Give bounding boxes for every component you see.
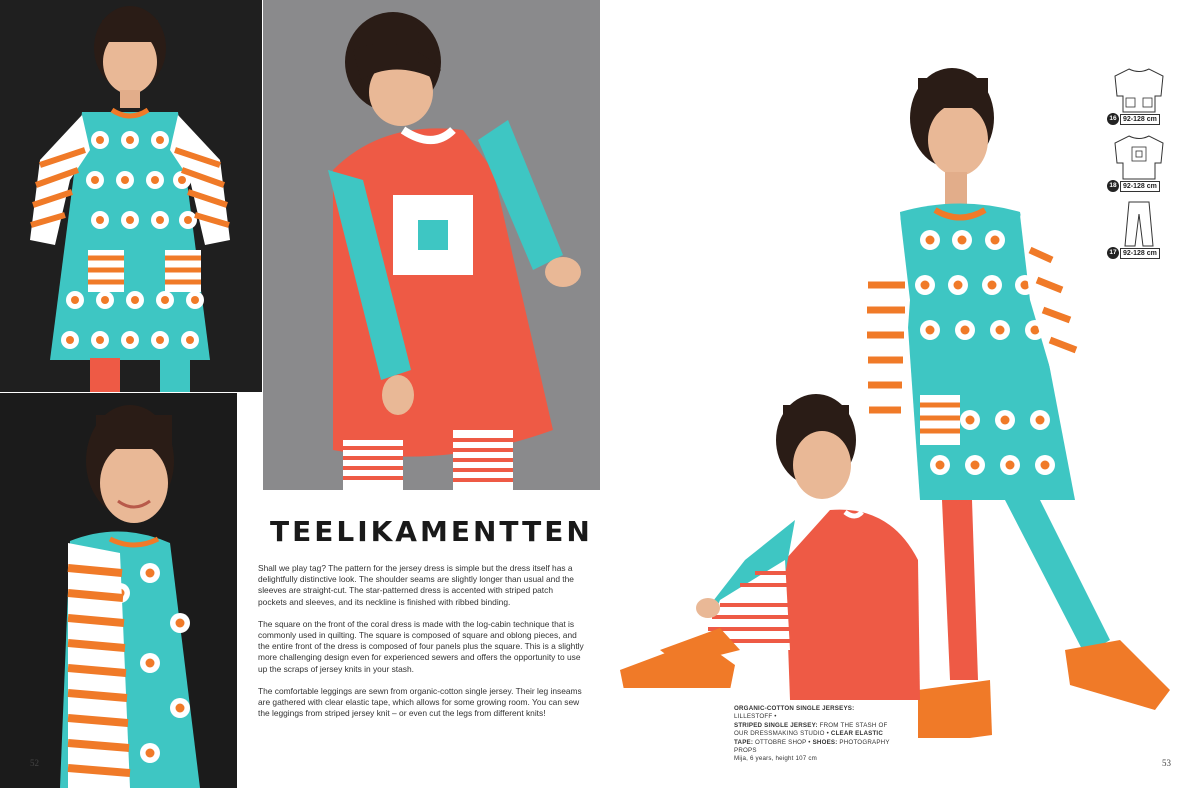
pattern-item bbox=[1105, 200, 1173, 267]
photo-star-dress-smile bbox=[0, 393, 237, 788]
article-paragraph-3: The comfortable leggings are sewn from organic-cotton single jersey. Their leg inseams are gathered with clear elastic tape, which allows for some growing room. You can sew the leggings from striped jersey knit – or even cut the legs from different knits! bbox=[258, 685, 582, 719]
pattern-item bbox=[1105, 133, 1173, 200]
pattern-number: 16 bbox=[1107, 113, 1119, 125]
size-range: 92-128 cm bbox=[1120, 181, 1160, 192]
photo-star-dress-front bbox=[0, 0, 262, 392]
right-page bbox=[600, 0, 1200, 788]
credit-value: OTTOBRE SHOP • bbox=[753, 738, 811, 746]
dress-square-icon bbox=[1113, 133, 1165, 181]
size-tag bbox=[1107, 180, 1160, 192]
credit-label: SHOES: bbox=[812, 738, 838, 746]
size-tag bbox=[1107, 113, 1160, 125]
credit-value: LILLESTOFF • bbox=[734, 713, 777, 721]
article-paragraph-2: The square on the front of the coral dress is made with the log-cabin technique that is commonly used in quilting. The square is composed of square and oblong pieces, and the entire front of the dress is composed of four panels plus the square. This is a slightly more challenging design even for experienced sewers and offers the opportunity to use up the scraps of jersey knits in your stash. bbox=[258, 618, 584, 674]
left-page bbox=[0, 0, 600, 788]
pattern-item bbox=[1105, 66, 1173, 133]
pattern-number: 18 bbox=[1107, 180, 1119, 192]
pattern-number: 17 bbox=[1107, 247, 1119, 259]
credit-label: ORGANIC-COTTON SINGLE JERSEYS: bbox=[734, 705, 855, 712]
model-info: Mija, 6 years, height 107 cm bbox=[734, 755, 817, 763]
credit-label: CLEAR ELASTIC TAPE: bbox=[734, 730, 884, 746]
pattern-icon-list bbox=[1105, 66, 1173, 267]
size-tag bbox=[1107, 247, 1160, 259]
article-paragraph-1: Shall we play tag? The pattern for the jersey dress is simple but the dress itself has a delightfully distinctive look. The shoulder seams are slightly longer than usual and the sleeves are straight-cut. The star-patterned dress is accented with striped patch pockets and sleeves, and its neckline is finished with ribbed binding. bbox=[258, 563, 574, 607]
page-number-left: 52 bbox=[30, 758, 39, 768]
dress-pocket-icon bbox=[1113, 66, 1165, 114]
fabric-credits bbox=[734, 705, 894, 764]
size-range: 92-128 cm bbox=[1120, 248, 1160, 259]
article-text bbox=[258, 515, 593, 730]
size-range: 92-128 cm bbox=[1120, 114, 1160, 125]
credit-label: STRIPED SINGLE JERSEY: bbox=[734, 721, 818, 729]
article-title: TEELIKAMENTTEN bbox=[270, 515, 593, 548]
leggings-icon bbox=[1113, 200, 1165, 248]
photo-coral-dress bbox=[263, 0, 600, 490]
credit-value: PHOTOGRAPHY PROPS bbox=[734, 738, 890, 755]
credit-value: FROM THE STASH OF OUR DRESSMAKING STUDIO • bbox=[734, 721, 888, 738]
page-number-right: 53 bbox=[1162, 758, 1171, 768]
